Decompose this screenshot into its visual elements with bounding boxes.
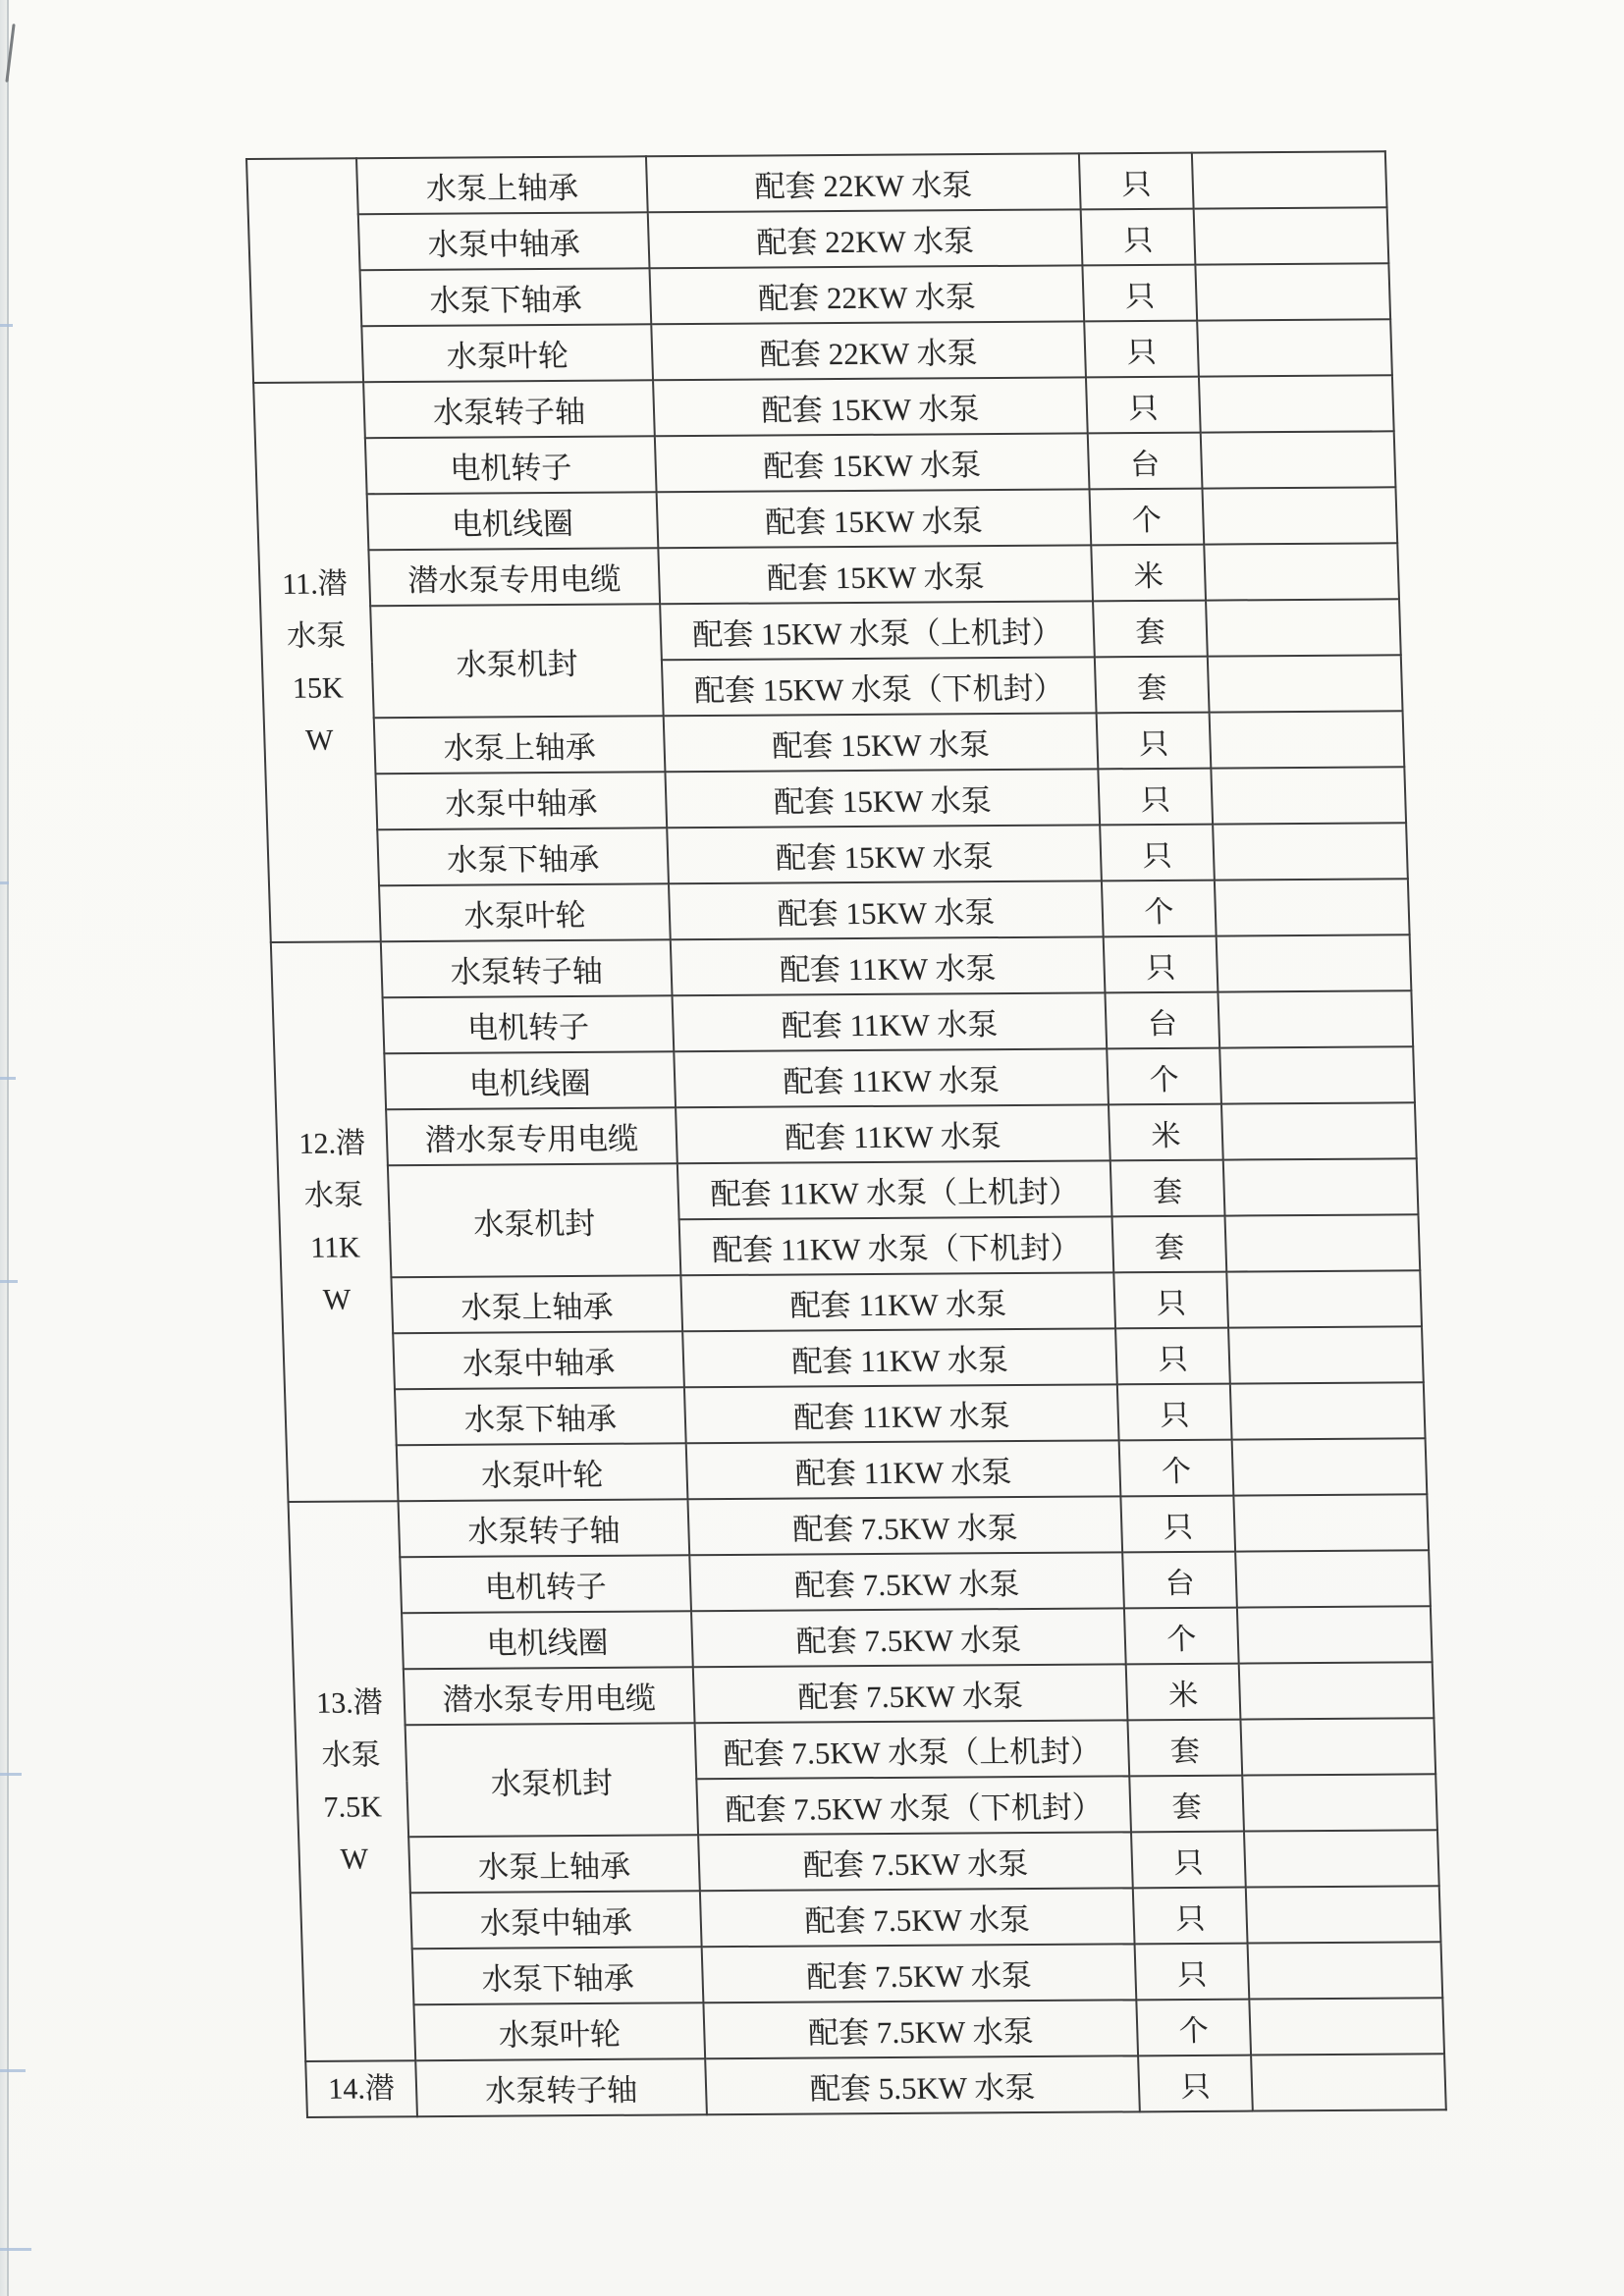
unit-cell: 套: [1110, 1160, 1225, 1217]
description-cell: 配套 15KW 水泵: [667, 825, 1102, 883]
part-cell: 水泵上轴承: [374, 716, 666, 774]
empty-cell: [1215, 879, 1410, 935]
scan-artifact-line: [0, 1077, 16, 1080]
unit-cell: 只: [1082, 265, 1197, 322]
category-line: 15K: [292, 671, 345, 705]
unit-cell: 只: [1120, 1496, 1235, 1553]
unit-cell: 个: [1090, 489, 1205, 546]
part-cell: 水泵下轴承: [360, 268, 652, 326]
table-row: [266, 767, 1407, 830]
table-row: [273, 990, 1414, 1054]
empty-cell: [1217, 934, 1412, 991]
table-row: [253, 375, 1394, 439]
scan-artifact-line: [0, 2248, 31, 2251]
table-row: [248, 207, 1389, 271]
empty-cell: [1199, 375, 1394, 432]
description-cell: 配套 7.5KW 水泵: [691, 1608, 1126, 1667]
unit-cell: 米: [1126, 1664, 1241, 1721]
paper-edge-line: [7, 0, 9, 2296]
empty-cell: [1204, 543, 1399, 600]
empty-cell: [1211, 767, 1406, 824]
part-cell: 电机线圈: [367, 492, 659, 550]
part-cell: 水泵机封: [370, 604, 663, 718]
description-cell: 配套 7.5KW 水泵: [702, 1944, 1137, 2002]
description-cell: 配套 7.5KW 水泵: [689, 1552, 1124, 1611]
empty-cell: [1251, 2054, 1446, 2110]
description-cell: 配套 11KW 水泵: [684, 1384, 1119, 1443]
description-cell: 配套 11KW 水泵: [673, 992, 1108, 1051]
description-cell: 配套 15KW 水泵: [664, 713, 1099, 772]
table-row: [260, 599, 1401, 663]
category-line: W: [322, 1283, 352, 1316]
table-row: [278, 1158, 1419, 1222]
unit-cell: 只: [1104, 936, 1218, 993]
empty-cell: [1201, 431, 1396, 488]
unit-cell: 只: [1138, 2056, 1253, 2112]
unit-cell: 个: [1119, 1440, 1234, 1497]
description-cell: 配套 11KW 水泵: [682, 1328, 1117, 1387]
description-cell: 配套 11KW 水泵: [674, 1048, 1109, 1107]
empty-cell: [1242, 1774, 1437, 1831]
unit-cell: 只: [1079, 153, 1194, 210]
category-line: 11K: [309, 1231, 361, 1264]
category-line: W: [340, 1842, 369, 1876]
part-cell: 电机线圈: [402, 1611, 693, 1669]
description-cell: 配套 11KW 水泵: [671, 936, 1106, 995]
category-line: 水泵: [286, 619, 347, 653]
table-row: [269, 879, 1410, 942]
unit-cell: 只: [1117, 1384, 1232, 1441]
part-cell: 电机转子: [383, 995, 675, 1053]
description-cell: 配套 15KW 水泵: [657, 489, 1092, 548]
scan-artifact-line: [0, 324, 13, 327]
table-row: [305, 2054, 1446, 2117]
unit-cell: 台: [1105, 992, 1219, 1049]
table-row: [298, 1830, 1439, 1894]
category-line: 11.潜: [281, 567, 349, 601]
unit-cell: 个: [1136, 2000, 1251, 2056]
unit-cell: 只: [1131, 1832, 1246, 1889]
unit-cell: 只: [1115, 1328, 1230, 1385]
empty-cell: [1221, 1102, 1417, 1159]
empty-cell: [1192, 151, 1387, 208]
description-cell: 配套 11KW 水泵: [680, 1272, 1115, 1331]
empty-cell: [1223, 1158, 1419, 1215]
empty-cell: [1206, 599, 1401, 656]
unit-cell: 只: [1100, 825, 1215, 881]
description-cell: 配套 7.5KW 水泵: [698, 1832, 1133, 1891]
part-cell: 水泵下轴承: [412, 1947, 704, 2004]
part-cell: 潜水泵专用电缆: [368, 548, 660, 606]
unit-cell: 套: [1129, 1776, 1244, 1833]
unit-cell: 个: [1107, 1048, 1221, 1105]
table-row: [246, 151, 1387, 215]
description-cell: 配套 7.5KW 水泵: [703, 2000, 1138, 2058]
part-cell: 电机转子: [365, 436, 657, 494]
table-row: [251, 319, 1392, 383]
scan-artifact-line: [0, 881, 9, 884]
category-line: 13.潜: [315, 1686, 384, 1720]
description-cell: 配套 7.5KW 水泵: [687, 1496, 1122, 1555]
description-cell: 配套 7.5KW 水泵（上机封）: [695, 1720, 1130, 1779]
unit-cell: 只: [1135, 1944, 1250, 2001]
table-row: [274, 1046, 1415, 1110]
table-row: [276, 1102, 1417, 1166]
description-cell: 配套 22KW 水泵: [649, 265, 1084, 324]
description-cell: 配套 22KW 水泵: [648, 209, 1083, 268]
part-cell: 水泵机封: [388, 1163, 680, 1277]
unit-cell: 米: [1109, 1104, 1223, 1161]
part-cell: 水泵叶轮: [413, 2002, 705, 2060]
empty-cell: [1219, 1046, 1415, 1103]
table-row: [281, 1270, 1422, 1334]
table-row: [292, 1606, 1433, 1670]
part-cell: 水泵下轴承: [377, 828, 669, 885]
table-row: [287, 1438, 1428, 1502]
table-row: [264, 711, 1405, 774]
description-cell: 配套 15KW 水泵（下机封）: [662, 657, 1097, 716]
part-cell: 电机转子: [400, 1555, 691, 1613]
empty-cell: [1213, 823, 1408, 880]
paper-edge-strip: [0, 0, 7, 2296]
empty-cell: [1228, 1326, 1424, 1383]
part-cell: 电机线圈: [384, 1051, 676, 1109]
empty-cell: [1239, 1662, 1435, 1719]
empty-cell: [1248, 1942, 1443, 1999]
category-cell: [246, 158, 363, 383]
unit-cell: 只: [1098, 769, 1213, 826]
empty-cell: [1237, 1606, 1433, 1663]
part-cell: 水泵叶轮: [397, 1443, 688, 1501]
unit-cell: 个: [1102, 881, 1217, 937]
category-line: 水泵: [321, 1738, 382, 1772]
empty-cell: [1246, 1886, 1441, 1943]
unit-cell: 台: [1088, 433, 1203, 490]
unit-cell: 只: [1084, 321, 1199, 378]
empty-cell: [1225, 1214, 1421, 1271]
part-cell: 水泵上轴承: [408, 1835, 700, 1893]
category-line: 14.潜: [327, 2072, 396, 2106]
table-row: [300, 1886, 1441, 1949]
unit-cell: 只: [1086, 377, 1201, 434]
description-cell: 配套 11KW 水泵: [676, 1104, 1110, 1163]
parts-table: [245, 150, 1447, 2118]
table-row: [303, 1998, 1444, 2061]
part-cell: 水泵叶轮: [361, 324, 653, 382]
description-cell: 配套 22KW 水泵: [646, 153, 1081, 212]
table-row: [283, 1326, 1424, 1390]
empty-cell: [1240, 1718, 1435, 1775]
empty-cell: [1235, 1550, 1431, 1607]
scan-artifact-line: [0, 1280, 18, 1283]
description-cell: 配套 15KW 水泵（上机封）: [660, 601, 1095, 660]
unit-cell: 套: [1112, 1216, 1227, 1273]
description-cell: 配套 15KW 水泵: [653, 377, 1088, 436]
table-row: [257, 487, 1398, 551]
pump-parts-table: [245, 150, 1447, 2118]
empty-cell: [1230, 1382, 1426, 1439]
unit-cell: 只: [1113, 1272, 1228, 1329]
scan-artifact-line: [0, 2069, 26, 2072]
description-cell: 配套 11KW 水泵（下机封）: [679, 1216, 1114, 1275]
description-cell: 配套 7.5KW 水泵（下机封）: [696, 1776, 1131, 1835]
part-cell: 水泵中轴承: [410, 1891, 702, 1949]
description-cell: 配套 7.5KW 水泵: [700, 1888, 1135, 1947]
empty-cell: [1249, 1998, 1444, 2055]
empty-cell: [1197, 319, 1392, 376]
table-row: [296, 1718, 1436, 1782]
description-cell: 配套 15KW 水泵: [658, 545, 1093, 604]
table-row: [267, 823, 1408, 886]
table-row: [290, 1550, 1431, 1614]
part-cell: 水泵转子轴: [415, 2058, 707, 2116]
unit-cell: 只: [1081, 209, 1196, 266]
empty-cell: [1232, 1438, 1428, 1495]
unit-cell: 只: [1097, 713, 1212, 770]
table-row: [250, 263, 1391, 327]
empty-cell: [1208, 655, 1403, 712]
part-cell: 水泵中轴承: [393, 1331, 684, 1389]
empty-cell: [1194, 207, 1389, 264]
unit-cell: 台: [1122, 1552, 1237, 1609]
category-line: 12.潜: [298, 1127, 366, 1160]
category-cell: [271, 941, 399, 1502]
empty-cell: [1218, 990, 1413, 1047]
table-row: [294, 1662, 1435, 1726]
category-line: 水泵: [303, 1179, 364, 1212]
part-cell: 水泵上轴承: [356, 156, 648, 214]
part-cell: 水泵中轴承: [375, 772, 667, 829]
description-cell: 配套 15KW 水泵: [655, 433, 1090, 492]
empty-cell: [1210, 711, 1405, 768]
table-row: [285, 1382, 1426, 1446]
unit-cell: 套: [1095, 657, 1210, 714]
part-cell: 水泵叶轮: [379, 883, 671, 941]
part-cell: 潜水泵专用电缆: [404, 1667, 695, 1725]
table-row: [255, 431, 1396, 495]
category-cell: [253, 382, 381, 942]
part-cell: 水泵转子轴: [363, 380, 655, 438]
unit-cell: 米: [1091, 545, 1206, 602]
part-cell: 水泵上轴承: [391, 1275, 682, 1333]
part-cell: 水泵机封: [406, 1723, 698, 1837]
description-cell: 配套 5.5KW 水泵: [705, 2056, 1140, 2114]
category-cell: [289, 1501, 416, 2061]
description-cell: 配套 11KW 水泵（上机封）: [677, 1160, 1112, 1219]
unit-cell: 套: [1093, 601, 1208, 658]
description-cell: 配套 7.5KW 水泵: [693, 1664, 1128, 1723]
part-cell: 水泵中轴承: [358, 212, 650, 270]
empty-cell: [1244, 1830, 1439, 1887]
empty-cell: [1195, 263, 1390, 320]
description-cell: 配套 15KW 水泵: [665, 769, 1100, 828]
description-cell: 配套 11KW 水泵: [686, 1440, 1121, 1499]
table-row: [271, 934, 1412, 998]
part-cell: 水泵转子轴: [381, 939, 673, 997]
table-row: [302, 1942, 1443, 2005]
description-cell: 配套 22KW 水泵: [651, 321, 1086, 380]
part-cell: 水泵下轴承: [395, 1387, 686, 1445]
empty-cell: [1226, 1270, 1422, 1327]
scan-artifact-line: [0, 1773, 22, 1776]
part-cell: 潜水泵专用电缆: [386, 1107, 677, 1165]
category-line: W: [304, 723, 335, 757]
unit-cell: 只: [1133, 1888, 1248, 1945]
unit-cell: 套: [1127, 1720, 1242, 1777]
table-row: [289, 1494, 1430, 1558]
unit-cell: 个: [1124, 1608, 1239, 1665]
table-row: [258, 543, 1399, 607]
empty-cell: [1202, 487, 1397, 544]
category-line: 7.5K: [323, 1790, 383, 1824]
empty-cell: [1233, 1494, 1429, 1551]
category-cell: [305, 2060, 417, 2117]
description-cell: 配套 15KW 水泵: [669, 881, 1104, 939]
part-cell: 水泵转子轴: [399, 1499, 690, 1557]
